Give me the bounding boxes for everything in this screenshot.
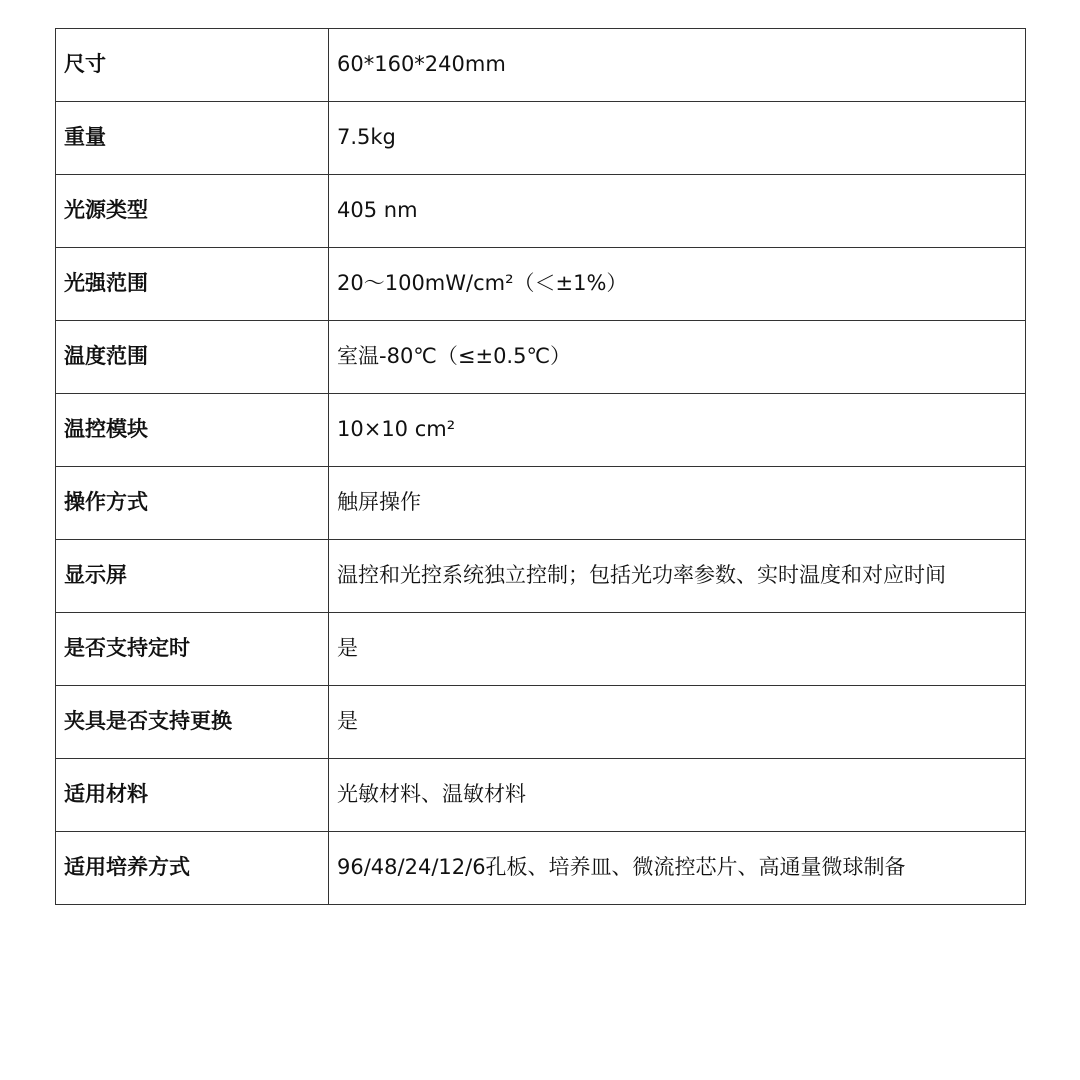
spec-value: 20～100mW/cm²（＜±1%） <box>329 248 1026 321</box>
spec-value: 405 nm <box>329 175 1026 248</box>
spec-label: 夹具是否支持更换 <box>56 686 329 759</box>
table-row <box>56 759 1026 832</box>
spec-value: 7.5kg <box>329 102 1026 175</box>
spec-value: 60*160*240mm <box>329 29 1026 102</box>
spec-value: 触屏操作 <box>329 467 1026 540</box>
spec-label: 光源类型 <box>56 175 329 248</box>
table-row <box>56 321 1026 394</box>
spec-value: 是 <box>329 613 1026 686</box>
spec-value: 10×10 cm² <box>329 394 1026 467</box>
spec-label: 显示屏 <box>56 540 329 613</box>
spec-value: 光敏材料、温敏材料 <box>329 759 1026 832</box>
table-row <box>56 394 1026 467</box>
spec-label: 尺寸 <box>56 29 329 102</box>
table-row <box>56 467 1026 540</box>
spec-label: 重量 <box>56 102 329 175</box>
spec-label: 光强范围 <box>56 248 329 321</box>
spec-label: 温度范围 <box>56 321 329 394</box>
spec-table-body <box>56 29 1026 905</box>
table-row <box>56 613 1026 686</box>
table-row <box>56 102 1026 175</box>
spec-value: 是 <box>329 686 1026 759</box>
spec-table <box>55 28 1026 905</box>
table-row <box>56 832 1026 905</box>
spec-label: 适用材料 <box>56 759 329 832</box>
spec-label: 温控模块 <box>56 394 329 467</box>
spec-value: 96/48/24/12/6孔板、培养皿、微流控芯片、高通量微球制备 <box>329 832 1026 905</box>
spec-value: 室温-80℃（≤±0.5℃） <box>329 321 1026 394</box>
table-row <box>56 248 1026 321</box>
spec-label: 是否支持定时 <box>56 613 329 686</box>
table-row <box>56 686 1026 759</box>
table-row <box>56 175 1026 248</box>
spec-label: 操作方式 <box>56 467 329 540</box>
table-row <box>56 29 1026 102</box>
spec-label: 适用培养方式 <box>56 832 329 905</box>
spec-value: 温控和光控系统独立控制；包括光功率参数、实时温度和对应时间 <box>329 540 1026 613</box>
table-row <box>56 540 1026 613</box>
